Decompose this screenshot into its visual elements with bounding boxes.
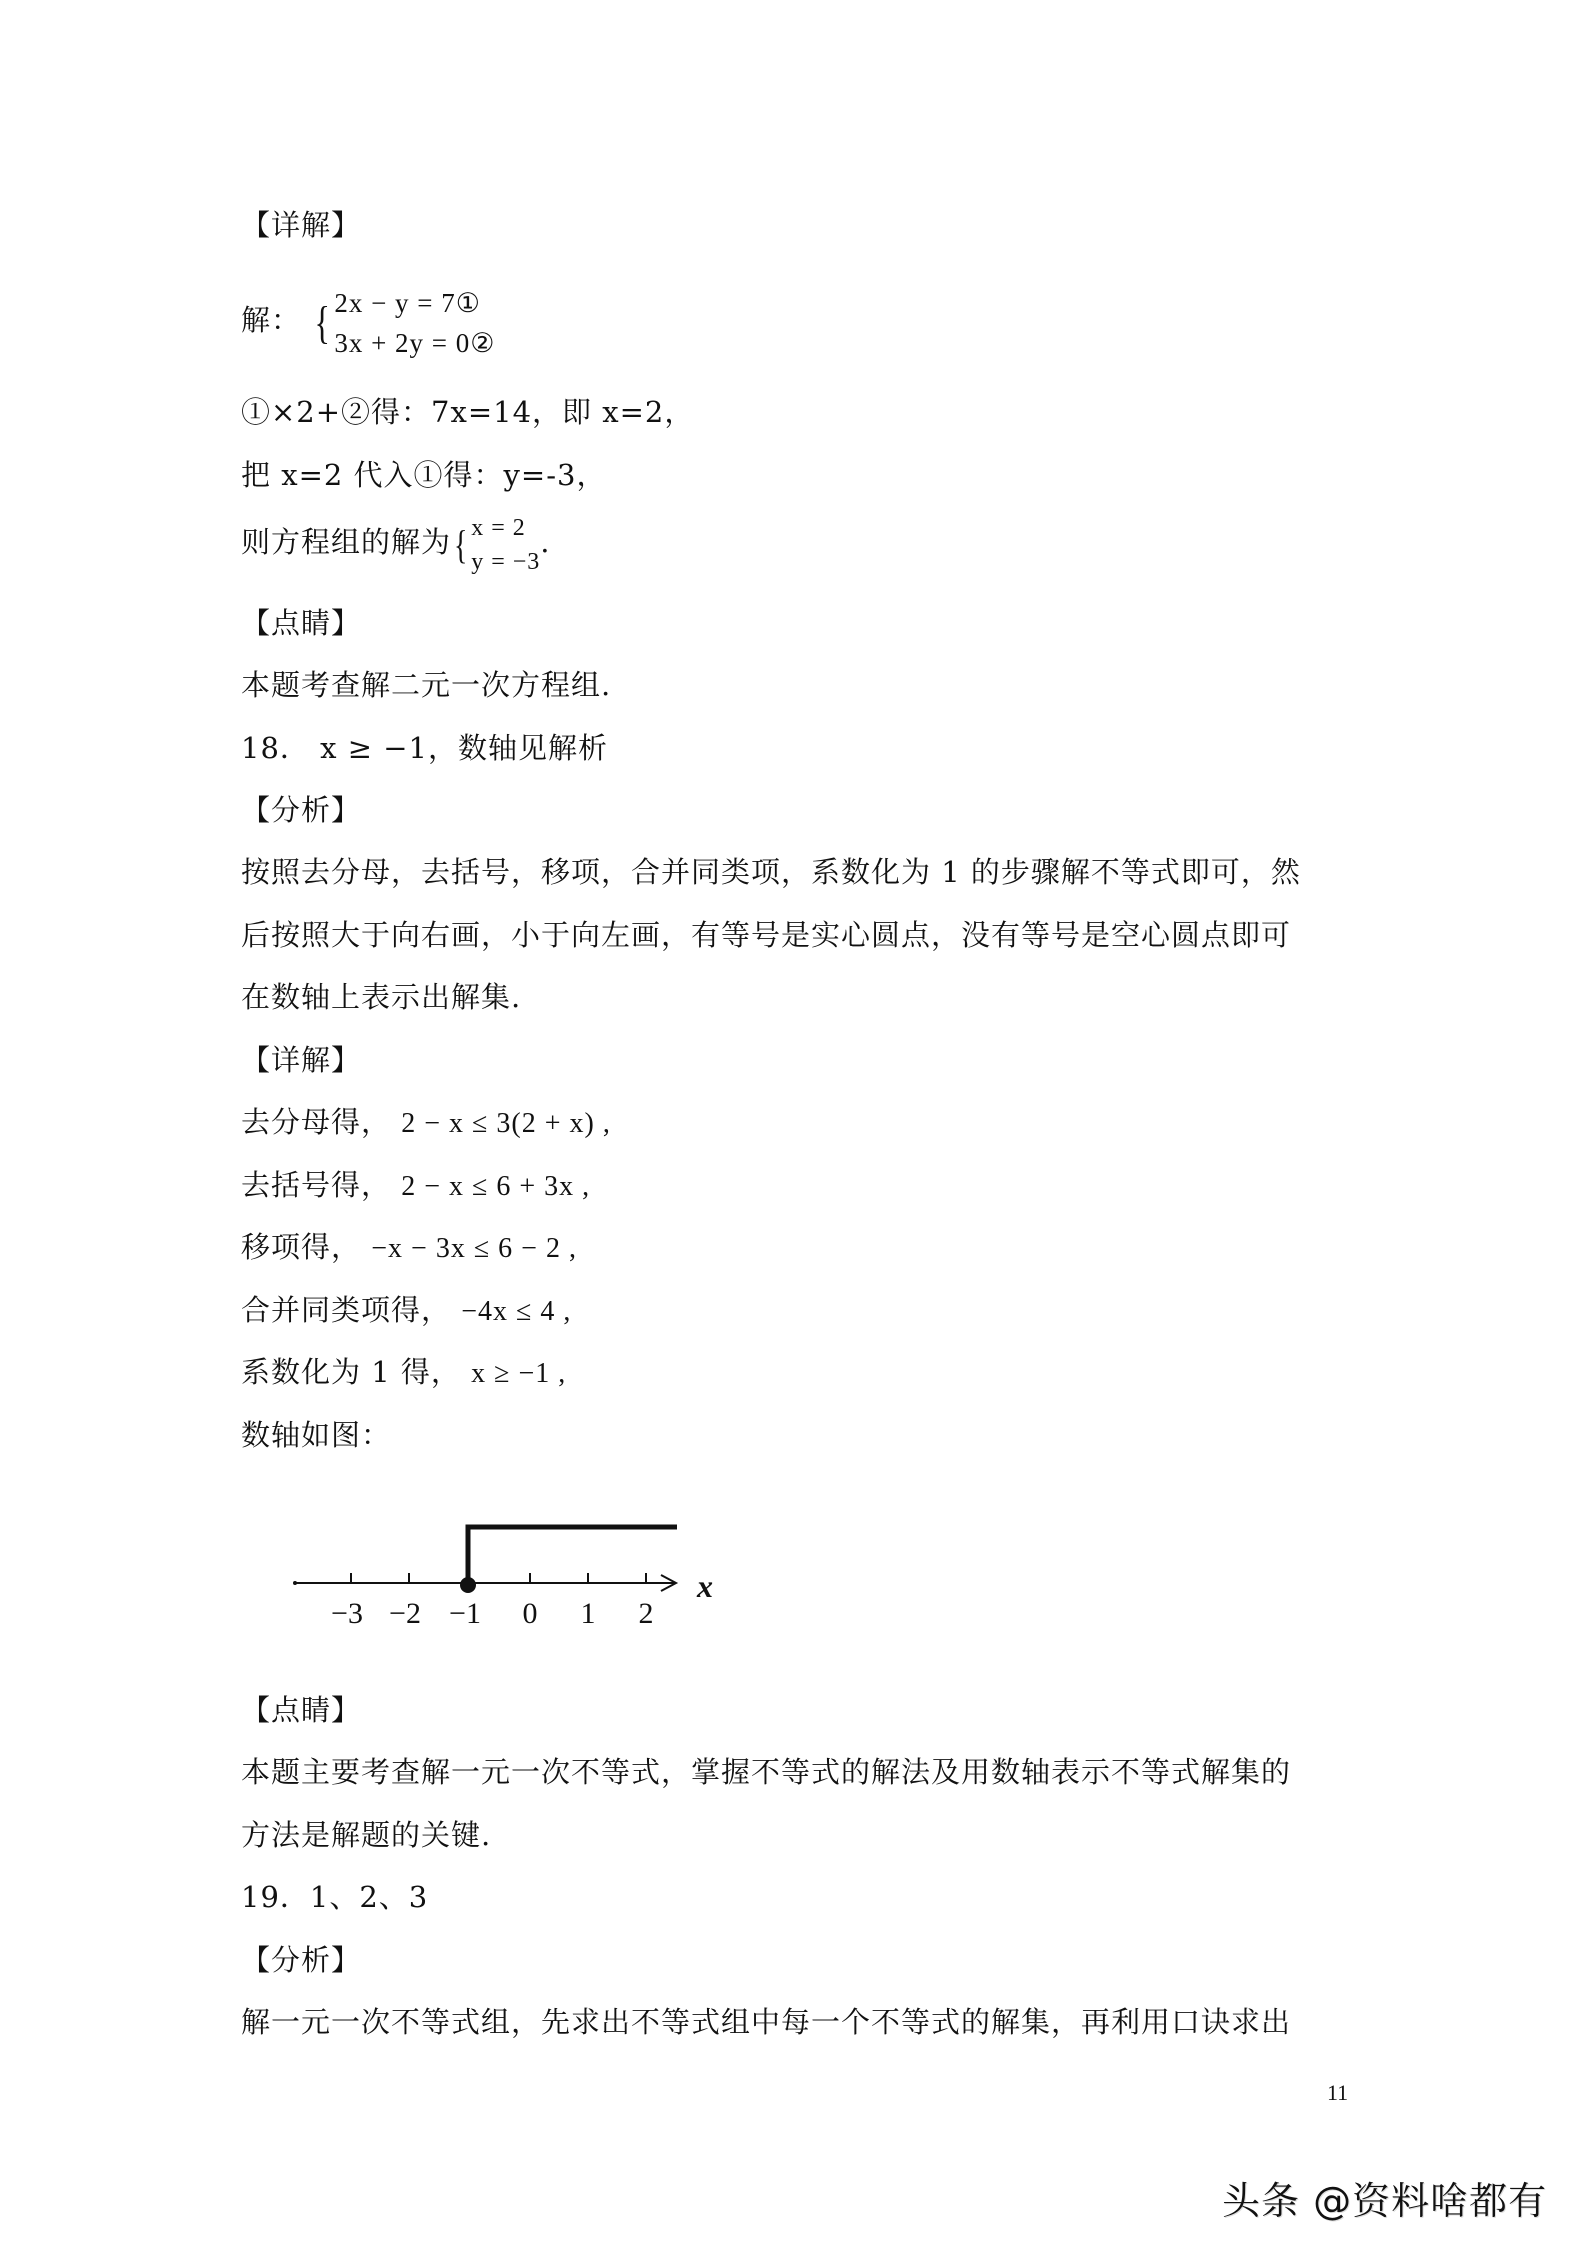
step-label: 系数化为 1 得， [241,1355,461,1389]
solution-y: y = −3 [471,549,541,575]
q19-analysis-line: 解一元一次不等式组，先求出不等式组中每一个不等式的解集，再利用口诀求出 [241,2005,1292,2039]
step-expression: −x − 3x ≤ 6 − 2 , [371,1233,577,1264]
equations [334,283,495,363]
solution-intro: 解： [241,303,302,337]
substitution-step: 把 x=2 代入①得：y=-3， [241,458,607,492]
remark-heading: 【点睛】 [241,606,362,640]
equation-1: 2x − y = 7① [334,288,481,318]
q18-remark-heading: 【点睛】 [241,1693,362,1727]
step-expression: x ≥ −1 , [471,1358,567,1389]
q19-analysis-heading: 【分析】 [241,1943,362,1977]
q18-step-3 [241,1227,577,1269]
solution-equations [471,511,540,579]
number-line-figure [285,1505,725,1655]
axis-label: x [697,1568,713,1604]
page-number: 11 [1327,2080,1349,2105]
solution-line [241,508,551,579]
q19-answer: 19．1、2、3 [241,1880,429,1914]
tick-labels [331,1597,653,1630]
step-expression: 2 − x ≤ 3(2 + x) , [401,1108,611,1139]
svg-text:−3: −3 [331,1597,363,1630]
q18-analysis-line-1: 按照去分母，去括号，移项，合并同类项，系数化为 1 的步骤解不等式即可，然 [241,855,1301,889]
elimination-step: ①×2+②得：7x=14，即 x=2， [241,395,695,429]
solution-system [451,509,540,579]
brace-icon: { [314,297,331,348]
ticks [351,1573,646,1583]
q18-detail-heading: 【详解】 [241,1043,362,1077]
solution-x: x = 2 [471,515,526,541]
step-expression: 2 − x ≤ 6 + 3x , [401,1171,591,1202]
equation-system [311,281,495,363]
brace-icon: { [454,522,469,567]
q18-step-4 [241,1290,571,1332]
step-label: 去括号得， [241,1168,392,1202]
detail-heading: 【详解】 [241,208,362,242]
equation-system-line [241,280,496,363]
q18-analysis-line-2: 后按照大于向右画，小于向左画，有等号是实心圆点，没有等号是空心圆点即可 [241,918,1292,952]
q18-analysis-line-3: 在数轴上表示出解集. [241,980,522,1014]
conclusion-text: 则方程组的解为 [241,525,452,559]
q18-remark-line-1: 本题主要考查解一元一次不等式，掌握不等式的解法及用数轴表示不等式解集的 [241,1755,1292,1789]
period: . [540,525,551,559]
svg-text:−2: −2 [389,1597,421,1630]
watermark: 头条 @资料啥都有 [1222,2179,1548,2223]
q18-step-5 [241,1352,566,1394]
q18-analysis-heading: 【分析】 [241,793,362,827]
numberline-caption: 数轴如图： [241,1418,392,1452]
svg-text:1: 1 [580,1597,596,1630]
step-label: 去分母得， [241,1105,392,1139]
svg-text:2: 2 [638,1597,654,1630]
svg-text:0: 0 [522,1597,538,1630]
solid-point-icon [460,1577,476,1593]
equation-2: 3x + 2y = 0② [334,328,496,358]
q18-step-1 [241,1102,611,1144]
step-label: 合并同类项得， [241,1293,452,1327]
step-expression: −4x ≤ 4 , [461,1296,572,1327]
svg-text:−1: −1 [449,1597,481,1630]
q18-step-2 [241,1165,590,1207]
remark-text: 本题考查解二元一次方程组. [241,668,612,702]
q18-remark-line-2: 方法是解题的关键. [241,1818,492,1852]
q18-answer: 18． x ≥ −1，数轴见解析 [241,731,608,765]
step-label: 移项得， [241,1230,362,1264]
